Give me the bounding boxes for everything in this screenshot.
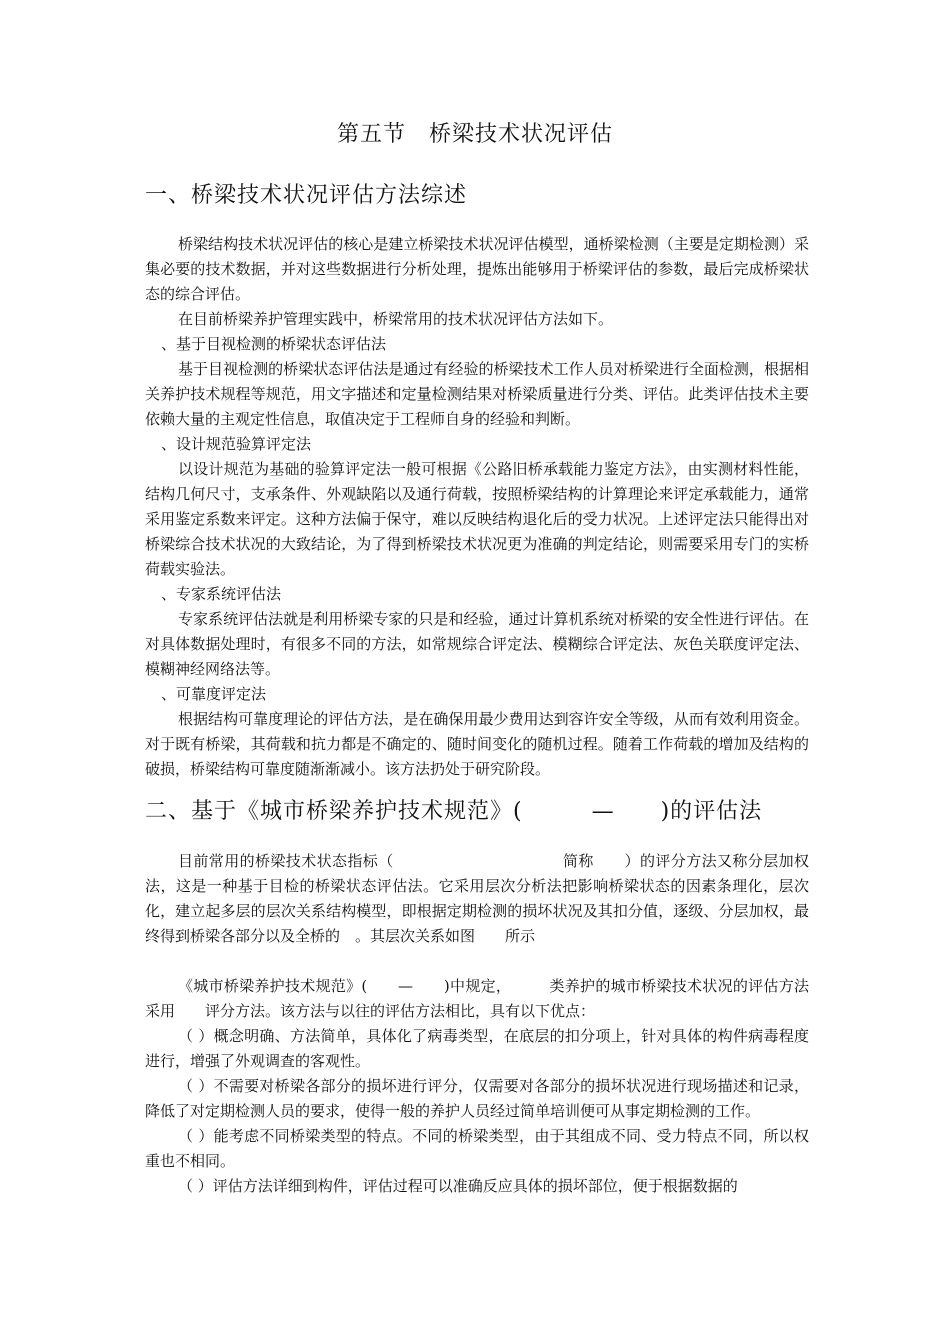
advantage-item: （ ）评估方法详细到构件，评估过程可以准确反应具体的损坏部位，便于根据数据的 — [178, 1177, 738, 1195]
method-title: 、专家系统评估法 — [161, 585, 282, 603]
method-title: 、基于目视检测的桥梁状态评估法 — [161, 335, 387, 353]
paragraph: 以设计规范为基础的验算评定法一般可根据《公路旧桥承载能力鉴定方法》，由实测材料性能，结构几何尺寸，支承条件、外观缺陷以及通行荷载，按照桥梁结构的计算理论来评定承载能力，通常采用鉴定系数来评定。这种方法偏于保守，难以反映结构退化后的受力状况。上述评定法只能得出对桥梁综合技术状况的大致结论，为了得到桥梁技术状况更为准确的判定结论，则需要采用专门的实桥荷载实验法。 — [145, 460, 809, 578]
paragraph: 专家系统评估法就是利用桥梁专家的只是和经验，通过计算机系统对桥梁的安全性进行评估。在对具体数据处理时，有很多不同的方法，如常规综合评定法、模糊综合评定法、灰色关联度评定法、模糊神经网络法等。 — [145, 610, 809, 678]
paragraph: 根据结构可靠度理论的评估方法，是在确保用最少费用达到容许安全等级，从而有效利用资金。对于既有桥梁，其荷载和抗力都是不确定的、随时间变化的随机过程。随着工作荷载的增加及结构的破损，桥梁结构可靠度随渐渐减小。该方法扔处于研究阶段。 — [145, 710, 809, 778]
paragraph: 《城市桥梁养护技术规范》( — )中规定， 类养护的城市桥梁技术状况的评估方法采用 评分方法。该方法与以往的评估方法相比，具有以下优点： — [145, 977, 809, 1020]
section1-body — [145, 232, 809, 782]
method-title: 、设计规范验算评定法 — [161, 435, 312, 453]
section2-heading: 二、基于《城市桥梁养护技术规范》( — )的评估法 — [145, 799, 763, 824]
advantage-item: （ ）能考虑不同桥梁类型的特点。不同的桥梁类型，由于其组成不同、受力特点不同，所以权重也不相同。 — [145, 1127, 809, 1170]
advantage-item: （ ）概念明确、方法简单，具体化了病毒类型，在底层的扣分项上，针对具体的构件病毒程度进行，增强了外观调查的客观性。 — [145, 1027, 809, 1070]
paragraph: 基于目视检测的桥梁状态评估法是通过有经验的桥梁技术工作人员对桥梁进行全面检测，根据相关养护技术规程等规范，用文字描述和定量检测结果对桥梁质量进行分类、评估。此类评估技术主要依赖大量的主观定性信息，取值决定于工程师自身的经验和判断。 — [145, 360, 809, 428]
section2-body — [145, 974, 809, 1199]
advantage-item: （ ）不需要对桥梁各部分的损坏进行评分，仅需要对各部分的损坏状况进行现场描述和记录，降低了对定期检测人员的要求，使得一般的养护人员经过简单培训便可从事定期检测的工作。 — [145, 1077, 809, 1120]
page-title: 第五节 桥梁技术状况评估 — [336, 122, 613, 147]
paragraph: 目前常用的桥梁技术状态指标（ 简称 ）的评分方法又称分层加权法，这是一种基于目检的桥梁状态评估法。它采用层次分析法把影响桥梁状态的因素条理化，层次化，建立起多层的层次关系结构模型，即根据定期检测的损坏状况及其扣分值，逐级、分层加权，最终得到桥梁各部分以及全桥的 。其层次关系如图 所示 — [145, 852, 809, 945]
paragraph: 桥梁结构技术状况评估的核心是建立桥梁技术状况评估模型，通桥梁检测（主要是定期检测）采集必要的技术数据，并对这些数据进行分析处理，提炼出能够用于桥梁评估的参数，最后完成桥梁状态的综合评估。 — [145, 235, 809, 303]
section2-intro — [145, 849, 809, 949]
method-title: 、可靠度评定法 — [161, 685, 267, 703]
section1-heading: 一、桥梁技术状况评估方法综述 — [145, 183, 468, 208]
paragraph: 在目前桥梁养护管理实践中，桥梁常用的技术状况评估方法如下。 — [178, 310, 614, 328]
